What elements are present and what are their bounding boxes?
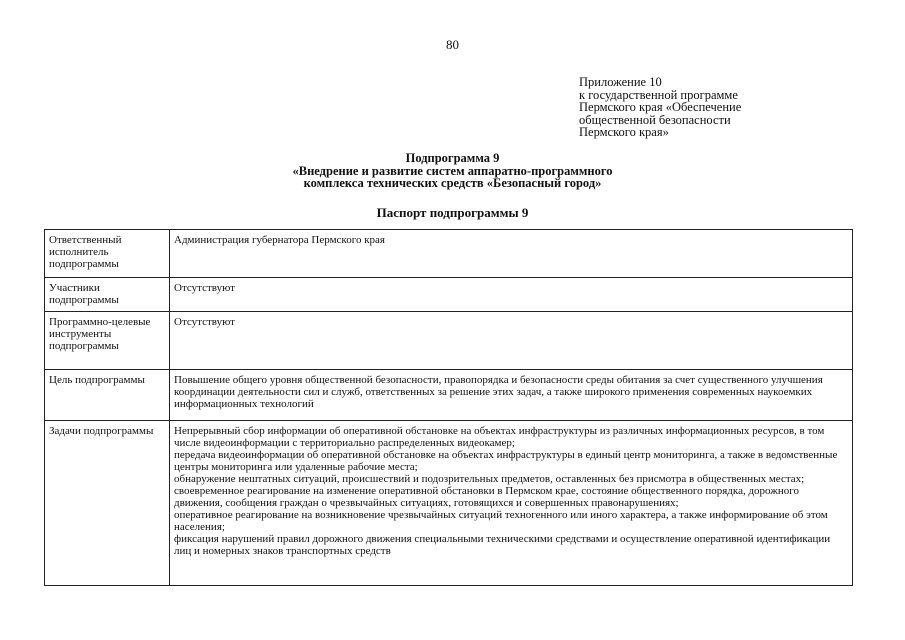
table-row — [45, 278, 853, 312]
task-item: передача видеоинформации об оперативной обстановке на объектах инфраструктуры в единый центр мониторинга, а также в ведомственные центры мониторинга или удаленные рабочие места; — [174, 449, 838, 473]
tasks-list — [170, 421, 853, 586]
row-value: Повышение общего уровня общественной безопасности, правопорядка и безопасности среды обитания за счет существенного улучшения координации деятельности сил и служб, ответственных за решение этих задач, а также широкого применения современных наукоемких информационных технологий — [170, 370, 853, 421]
subprogram-title — [0, 152, 905, 190]
row-value: Администрация губернатора Пермского края — [170, 230, 853, 278]
task-item: фиксация нарушений правил дорожного движения специальными техническими средствами и осуществление оперативной идентификации лиц и номерных знаков транспортных средств — [174, 533, 831, 557]
appendix-line: общественной безопасности — [579, 112, 731, 127]
table-row — [45, 370, 853, 421]
row-label: Ответственный исполнитель подпрограммы — [45, 230, 170, 278]
task-item: Непрерывный сбор информации об оперативной обстановке на объектах инфраструктуры из различных информационных ресурсов, в том числе видеоинформации с территориально распределенных видеокамер; — [174, 425, 825, 449]
subprogram-heading: Подпрограмма 9 — [405, 151, 500, 165]
table-row — [45, 421, 853, 586]
task-item: оперативное реагирование на возникновение чрезвычайных ситуаций техногенного или иного характера, а также информирование об этом населения; — [174, 509, 828, 533]
passport-table — [44, 229, 853, 586]
page-number: 80 — [446, 37, 459, 52]
table-row — [45, 230, 853, 278]
row-value: Отсутствуют — [170, 312, 853, 370]
row-label: Участники подпрограммы — [45, 278, 170, 312]
appendix-note — [579, 76, 879, 139]
passport-title: Паспорт подпрограммы 9 — [376, 205, 529, 220]
row-label: Задачи подпрограммы — [45, 421, 170, 586]
appendix-line: Пермского края «Обеспечение — [579, 100, 742, 114]
subprogram-title-line: комплекса технических средств «Безопасный город» — [303, 176, 602, 190]
table-row — [45, 312, 853, 370]
subprogram-title-line: «Внедрение и развитие систем аппаратно-программного — [292, 163, 613, 178]
task-item: своевременное реагирование на изменение оперативной обстановки в Пермском крае, состояние общественного порядка, дорожного движения, сообщения граждан о чрезвычайных ситуациях, готовящихся и совершенных правонарушениях; — [174, 485, 800, 509]
row-label: Цель подпрограммы — [45, 370, 170, 421]
row-label: Программно-целевые инструменты подпрограммы — [45, 312, 170, 370]
task-item: обнаружение нештатных ситуаций, происшествий и подозрительных предметов, оставленных без присмотра в общественных местах; — [174, 473, 805, 485]
appendix-line: Пермского края» — [579, 125, 669, 139]
appendix-line: к государственной программе — [579, 87, 738, 102]
row-value: Отсутствуют — [170, 278, 853, 312]
appendix-line: Приложение 10 — [579, 75, 662, 89]
